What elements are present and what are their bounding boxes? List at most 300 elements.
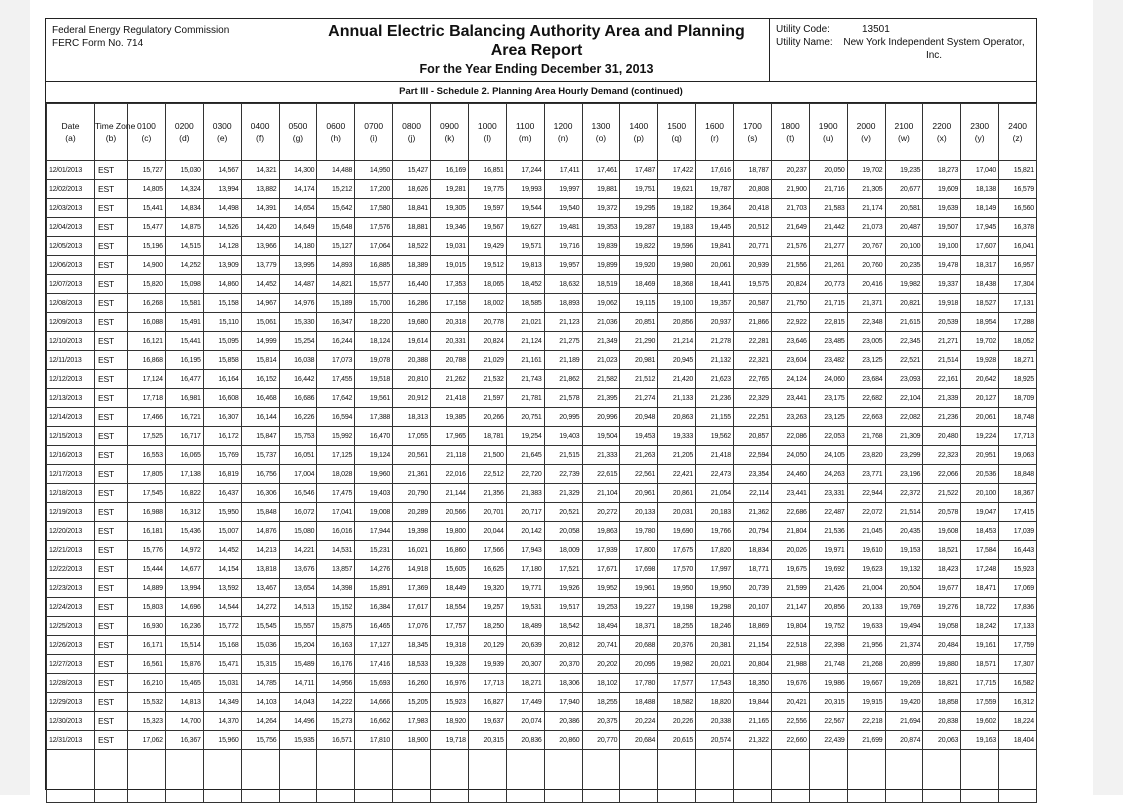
table-row (47, 617, 1037, 636)
demand-cell: 15,491 (165, 313, 203, 332)
demand-cell: 21,278 (696, 332, 734, 351)
demand-cell: 15,814 (241, 351, 279, 370)
demand-cell: 17,576 (355, 218, 393, 237)
demand-cell: 19,445 (696, 218, 734, 237)
demand-cell: 19,333 (658, 427, 696, 446)
demand-cell: 19,357 (696, 294, 734, 313)
demand-cell: 13,467 (241, 579, 279, 598)
date-cell: 12/24/2013 (47, 598, 95, 617)
blank-cell (809, 750, 847, 803)
demand-cell: 18,869 (734, 617, 772, 636)
demand-cell: 14,976 (279, 294, 317, 313)
agency-block (46, 19, 304, 81)
demand-cell: 20,773 (809, 275, 847, 294)
demand-cell: 20,794 (734, 522, 772, 541)
demand-cell: 20,824 (771, 275, 809, 294)
demand-cell: 19,702 (847, 161, 885, 180)
demand-cell: 19,562 (696, 427, 734, 446)
demand-cell: 14,967 (241, 294, 279, 313)
demand-cell: 16,560 (999, 199, 1037, 218)
demand-cell: 18,858 (923, 693, 961, 712)
demand-cell: 20,899 (885, 655, 923, 674)
demand-cell: 21,866 (734, 313, 772, 332)
demand-cell: 14,649 (279, 218, 317, 237)
column-header (95, 104, 136, 161)
time-zone-cell: EST (95, 256, 128, 275)
column-label: 1700 (742, 121, 762, 131)
demand-cell: 16,477 (165, 370, 203, 389)
demand-cell: 21,021 (506, 313, 544, 332)
column-code: (f) (256, 133, 265, 143)
demand-cell: 19,608 (923, 522, 961, 541)
demand-cell: 19,561 (355, 389, 393, 408)
demand-cell: 16,868 (128, 351, 166, 370)
demand-cell: 14,300 (279, 161, 317, 180)
demand-cell: 21,205 (658, 446, 696, 465)
demand-cell: 16,468 (241, 389, 279, 408)
column-code: (e) (216, 133, 228, 143)
demand-cell: 19,132 (885, 560, 923, 579)
demand-cell: 17,584 (961, 541, 999, 560)
column-header (620, 104, 658, 161)
demand-cell: 18,722 (961, 598, 999, 617)
demand-cell: 15,891 (355, 579, 393, 598)
demand-cell: 18,065 (468, 275, 506, 294)
demand-cell: 21,383 (506, 484, 544, 503)
demand-cell: 15,427 (393, 161, 431, 180)
demand-cell: 14,370 (203, 712, 241, 731)
demand-cell: 19,124 (355, 446, 393, 465)
demand-cell: 15,110 (203, 313, 241, 332)
demand-cell: 19,971 (809, 541, 847, 560)
demand-cell: 20,581 (885, 199, 923, 218)
demand-cell: 18,404 (999, 731, 1037, 750)
demand-cell: 19,481 (544, 218, 582, 237)
demand-cell: 16,662 (355, 712, 393, 731)
table-row (47, 370, 1037, 389)
demand-cell: 18,841 (393, 199, 431, 218)
demand-cell: 21,715 (809, 294, 847, 313)
column-label: 0400 (250, 121, 270, 131)
demand-cell: 17,757 (431, 617, 469, 636)
demand-cell: 19,752 (809, 617, 847, 636)
demand-cell: 14,526 (203, 218, 241, 237)
demand-cell: 19,305 (431, 199, 469, 218)
demand-cell: 16,244 (317, 332, 355, 351)
demand-cell: 16,260 (393, 674, 431, 693)
demand-cell: 19,718 (431, 731, 469, 750)
demand-cell: 18,423 (923, 560, 961, 579)
demand-cell: 21,703 (771, 199, 809, 218)
blank-cell (506, 750, 544, 803)
demand-cell: 16,367 (165, 731, 203, 750)
demand-cell: 24,460 (771, 465, 809, 484)
demand-cell: 19,318 (431, 636, 469, 655)
demand-cell: 20,183 (696, 503, 734, 522)
demand-cell: 20,289 (393, 503, 431, 522)
demand-cell: 24,124 (771, 370, 809, 389)
demand-cell: 17,545 (128, 484, 166, 503)
demand-cell: 20,521 (544, 503, 582, 522)
demand-cell: 21,956 (847, 636, 885, 655)
demand-cell: 21,512 (620, 370, 658, 389)
demand-cell: 21,118 (431, 446, 469, 465)
demand-cell: 14,654 (279, 199, 317, 218)
demand-cell: 19,680 (393, 313, 431, 332)
demand-cell: 20,824 (468, 332, 506, 351)
demand-cell: 17,307 (999, 655, 1037, 674)
demand-cell: 16,144 (241, 408, 279, 427)
demand-cell: 21,743 (506, 370, 544, 389)
demand-cell: 14,696 (165, 598, 203, 617)
demand-cell: 14,180 (279, 237, 317, 256)
demand-cell: 21,862 (544, 370, 582, 389)
demand-cell: 16,717 (165, 427, 203, 446)
table-row (47, 731, 1037, 750)
demand-cell: 21,582 (582, 370, 620, 389)
utility-code-label: Utility Code: (776, 24, 830, 35)
demand-cell: 20,386 (544, 712, 582, 731)
demand-cell: 18,787 (734, 161, 772, 180)
demand-cell: 14,420 (241, 218, 279, 237)
table-row (47, 522, 1037, 541)
demand-cell: 15,323 (128, 712, 166, 731)
demand-cell: 18,542 (544, 617, 582, 636)
demand-cell: 16,088 (128, 313, 166, 332)
column-label: 1000 (477, 121, 497, 131)
demand-cell: 14,264 (241, 712, 279, 731)
demand-cell: 17,616 (696, 161, 734, 180)
demand-cell: 18,452 (506, 275, 544, 294)
blank-cell (279, 750, 317, 803)
demand-cell: 15,876 (165, 655, 203, 674)
demand-cell: 20,536 (961, 465, 999, 484)
demand-cell: 19,269 (885, 674, 923, 693)
demand-cell: 18,002 (468, 294, 506, 313)
utility-name: New York Independent System Operator, Inc. (843, 37, 1025, 61)
demand-cell: 15,727 (128, 161, 166, 180)
demand-cell: 14,700 (165, 712, 203, 731)
demand-cell: 20,945 (658, 351, 696, 370)
demand-cell: 19,047 (961, 503, 999, 522)
time-zone-cell: EST (95, 522, 128, 541)
time-zone-cell: EST (95, 237, 128, 256)
column-label: 0100 (136, 121, 156, 131)
column-code: (o) (595, 133, 607, 143)
table-row (47, 560, 1037, 579)
demand-cell: 20,778 (468, 313, 506, 332)
utility-code: 13501 (862, 24, 890, 35)
demand-cell: 22,086 (771, 427, 809, 446)
demand-cell: 21,275 (544, 332, 582, 351)
demand-cell: 20,677 (885, 180, 923, 199)
demand-cell: 15,158 (203, 294, 241, 313)
demand-cell: 20,996 (582, 408, 620, 427)
demand-cell: 21,123 (544, 313, 582, 332)
demand-cell: 21,395 (582, 389, 620, 408)
demand-cell: 15,605 (431, 560, 469, 579)
demand-cell: 19,804 (771, 617, 809, 636)
table-row (47, 180, 1037, 199)
demand-cell: 17,570 (658, 560, 696, 579)
column-header (582, 104, 620, 161)
demand-cell: 18,313 (393, 408, 431, 427)
blank-cell (847, 750, 885, 803)
time-zone-cell: EST (95, 199, 128, 218)
date-cell: 12/26/2013 (47, 636, 95, 655)
demand-cell: 20,961 (620, 484, 658, 503)
date-cell: 12/06/2013 (47, 256, 95, 275)
demand-cell: 20,701 (468, 503, 506, 522)
demand-cell: 20,981 (620, 351, 658, 370)
demand-cell: 18,920 (431, 712, 469, 731)
demand-cell: 18,389 (393, 256, 431, 275)
blank-cell (961, 750, 999, 803)
demand-cell: 19,227 (620, 598, 658, 617)
demand-cell: 19,780 (620, 522, 658, 541)
demand-cell: 16,163 (317, 636, 355, 655)
demand-cell: 20,338 (696, 712, 734, 731)
demand-cell: 19,276 (923, 598, 961, 617)
demand-cell: 19,775 (468, 180, 506, 199)
date-cell: 12/11/2013 (47, 351, 95, 370)
demand-cell: 19,667 (847, 674, 885, 693)
demand-cell: 21,236 (923, 408, 961, 427)
demand-cell: 19,621 (658, 180, 696, 199)
demand-cell: 14,398 (317, 579, 355, 598)
demand-cell: 17,475 (317, 484, 355, 503)
demand-cell: 20,107 (734, 598, 772, 617)
demand-cell: 21,576 (771, 237, 809, 256)
demand-cell: 21,699 (847, 731, 885, 750)
demand-cell: 16,038 (279, 351, 317, 370)
column-code: (h) (330, 133, 341, 143)
demand-cell: 21,420 (658, 370, 696, 389)
demand-cell: 18,438 (961, 275, 999, 294)
demand-cell: 15,436 (165, 522, 203, 541)
demand-cell: 16,307 (203, 408, 241, 427)
demand-cell: 21,750 (771, 294, 809, 313)
demand-cell: 20,418 (734, 199, 772, 218)
demand-cell: 21,268 (847, 655, 885, 674)
demand-cell: 15,648 (317, 218, 355, 237)
time-zone-cell: EST (95, 294, 128, 313)
demand-cell: 16,756 (241, 465, 279, 484)
date-cell: 12/12/2013 (47, 370, 95, 389)
demand-cell: 23,771 (847, 465, 885, 484)
demand-cell: 18,954 (961, 313, 999, 332)
column-code: (c) (141, 133, 152, 143)
demand-cell: 21,514 (885, 503, 923, 522)
blank-cell (544, 750, 582, 803)
demand-cell: 19,182 (658, 199, 696, 218)
demand-cell: 20,381 (696, 636, 734, 655)
demand-cell: 13,818 (241, 560, 279, 579)
date-cell: 12/31/2013 (47, 731, 95, 750)
table-row (47, 541, 1037, 560)
demand-cell: 16,152 (241, 370, 279, 389)
demand-cell: 19,253 (582, 598, 620, 617)
date-cell: 12/23/2013 (47, 579, 95, 598)
demand-cell: 16,384 (355, 598, 393, 617)
demand-cell: 17,759 (999, 636, 1037, 655)
demand-cell: 24,105 (809, 446, 847, 465)
blank-cell (734, 750, 772, 803)
demand-cell: 21,073 (847, 218, 885, 237)
demand-cell: 23,125 (847, 351, 885, 370)
demand-cell: 15,737 (241, 446, 279, 465)
demand-cell: 19,982 (885, 275, 923, 294)
hourly-demand-table (46, 103, 1037, 803)
demand-cell: 22,686 (771, 503, 809, 522)
column-code: (l) (483, 133, 492, 143)
time-zone-cell: EST (95, 693, 128, 712)
demand-cell: 19,997 (544, 180, 582, 199)
demand-cell: 20,767 (847, 237, 885, 256)
column-header (734, 104, 772, 161)
demand-cell: 16,041 (999, 237, 1037, 256)
demand-cell: 17,780 (620, 674, 658, 693)
demand-cell: 18,242 (961, 617, 999, 636)
demand-cell: 15,061 (241, 313, 279, 332)
column-label: 0600 (326, 121, 346, 131)
demand-cell: 16,442 (279, 370, 317, 389)
demand-cell: 21,023 (582, 351, 620, 370)
demand-cell: 19,372 (582, 199, 620, 218)
demand-cell: 18,471 (961, 579, 999, 598)
demand-cell: 17,415 (999, 503, 1037, 522)
demand-cell: 17,671 (582, 560, 620, 579)
demand-cell: 22,561 (620, 465, 658, 484)
column-code: (t) (786, 133, 795, 143)
demand-cell: 19,254 (506, 427, 544, 446)
demand-cell: 19,920 (620, 256, 658, 275)
demand-cell: 18,009 (544, 541, 582, 560)
column-label: 2000 (856, 121, 876, 131)
demand-cell: 18,834 (734, 541, 772, 560)
demand-cell: 17,369 (393, 579, 431, 598)
demand-cell: 13,994 (203, 180, 241, 199)
demand-cell: 17,559 (961, 693, 999, 712)
demand-cell: 20,026 (771, 541, 809, 560)
time-zone-cell: EST (95, 351, 128, 370)
demand-cell: 13,882 (241, 180, 279, 199)
demand-cell: 17,566 (468, 541, 506, 560)
demand-cell: 15,471 (203, 655, 241, 674)
blank-cell (885, 750, 923, 803)
demand-cell: 17,461 (582, 161, 620, 180)
demand-cell: 19,518 (355, 370, 393, 389)
demand-cell: 20,421 (771, 693, 809, 712)
demand-cell: 13,779 (241, 256, 279, 275)
column-header (355, 104, 393, 161)
demand-cell: 20,688 (620, 636, 658, 655)
demand-cell: 19,507 (923, 218, 961, 237)
demand-cell: 18,367 (999, 484, 1037, 503)
demand-cell: 21,309 (885, 427, 923, 446)
table-row (47, 636, 1037, 655)
table-body (47, 161, 1037, 803)
date-cell: 12/19/2013 (47, 503, 95, 522)
demand-cell: 15,204 (279, 636, 317, 655)
demand-cell: 16,440 (393, 275, 431, 294)
demand-cell: 23,354 (734, 465, 772, 484)
column-code: (x) (936, 133, 947, 143)
demand-cell: 20,504 (885, 579, 923, 598)
demand-cell: 14,276 (355, 560, 393, 579)
column-code: (a) (65, 133, 76, 143)
demand-cell: 21,132 (696, 351, 734, 370)
demand-cell: 21,522 (923, 484, 961, 503)
demand-cell: 18,521 (923, 541, 961, 560)
demand-cell: 19,403 (355, 484, 393, 503)
demand-cell: 16,860 (431, 541, 469, 560)
blank-cell (203, 750, 241, 803)
time-zone-cell: EST (95, 655, 128, 674)
column-label: 2100 (894, 121, 914, 131)
time-zone-cell: EST (95, 617, 128, 636)
demand-cell: 19,839 (582, 237, 620, 256)
demand-cell: 14,544 (203, 598, 241, 617)
demand-cell: 16,210 (128, 674, 166, 693)
demand-cell: 16,827 (468, 693, 506, 712)
demand-cell: 18,453 (961, 522, 999, 541)
time-zone-cell: EST (95, 389, 128, 408)
demand-cell: 16,625 (468, 560, 506, 579)
demand-cell: 17,133 (999, 617, 1037, 636)
demand-cell: 20,100 (961, 484, 999, 503)
demand-cell: 15,196 (128, 237, 166, 256)
demand-cell: 22,114 (734, 484, 772, 503)
demand-cell: 19,058 (923, 617, 961, 636)
demand-cell: 20,058 (544, 522, 582, 541)
column-code: (s) (747, 133, 758, 143)
demand-cell: 20,874 (885, 731, 923, 750)
column-header (961, 104, 999, 161)
demand-cell: 20,838 (923, 712, 961, 731)
demand-cell: 15,577 (355, 275, 393, 294)
demand-cell: 16,065 (165, 446, 203, 465)
blank-cell (355, 750, 393, 803)
demand-cell: 20,770 (582, 731, 620, 750)
demand-cell: 13,995 (279, 256, 317, 275)
demand-cell: 15,330 (279, 313, 317, 332)
column-header (923, 104, 961, 161)
demand-cell: 19,993 (506, 180, 544, 199)
demand-cell: 15,769 (203, 446, 241, 465)
demand-cell: 21,804 (771, 522, 809, 541)
demand-cell: 18,246 (696, 617, 734, 636)
demand-cell: 22,345 (885, 332, 923, 351)
column-label: 0200 (174, 121, 194, 131)
demand-cell: 17,698 (620, 560, 658, 579)
demand-cell: 18,255 (658, 617, 696, 636)
demand-cell: 20,851 (620, 313, 658, 332)
column-label: 1400 (629, 121, 649, 131)
demand-cell: 14,805 (128, 180, 166, 199)
demand-cell: 13,676 (279, 560, 317, 579)
demand-cell: 13,654 (279, 579, 317, 598)
demand-cell: 14,860 (203, 275, 241, 294)
demand-cell: 17,965 (431, 427, 469, 446)
demand-cell: 18,632 (544, 275, 582, 294)
demand-cell: 21,165 (734, 712, 772, 731)
demand-cell: 20,856 (658, 313, 696, 332)
demand-cell: 24,060 (809, 370, 847, 389)
demand-cell: 17,943 (506, 541, 544, 560)
time-zone-cell: EST (95, 313, 128, 332)
demand-cell: 14,272 (241, 598, 279, 617)
